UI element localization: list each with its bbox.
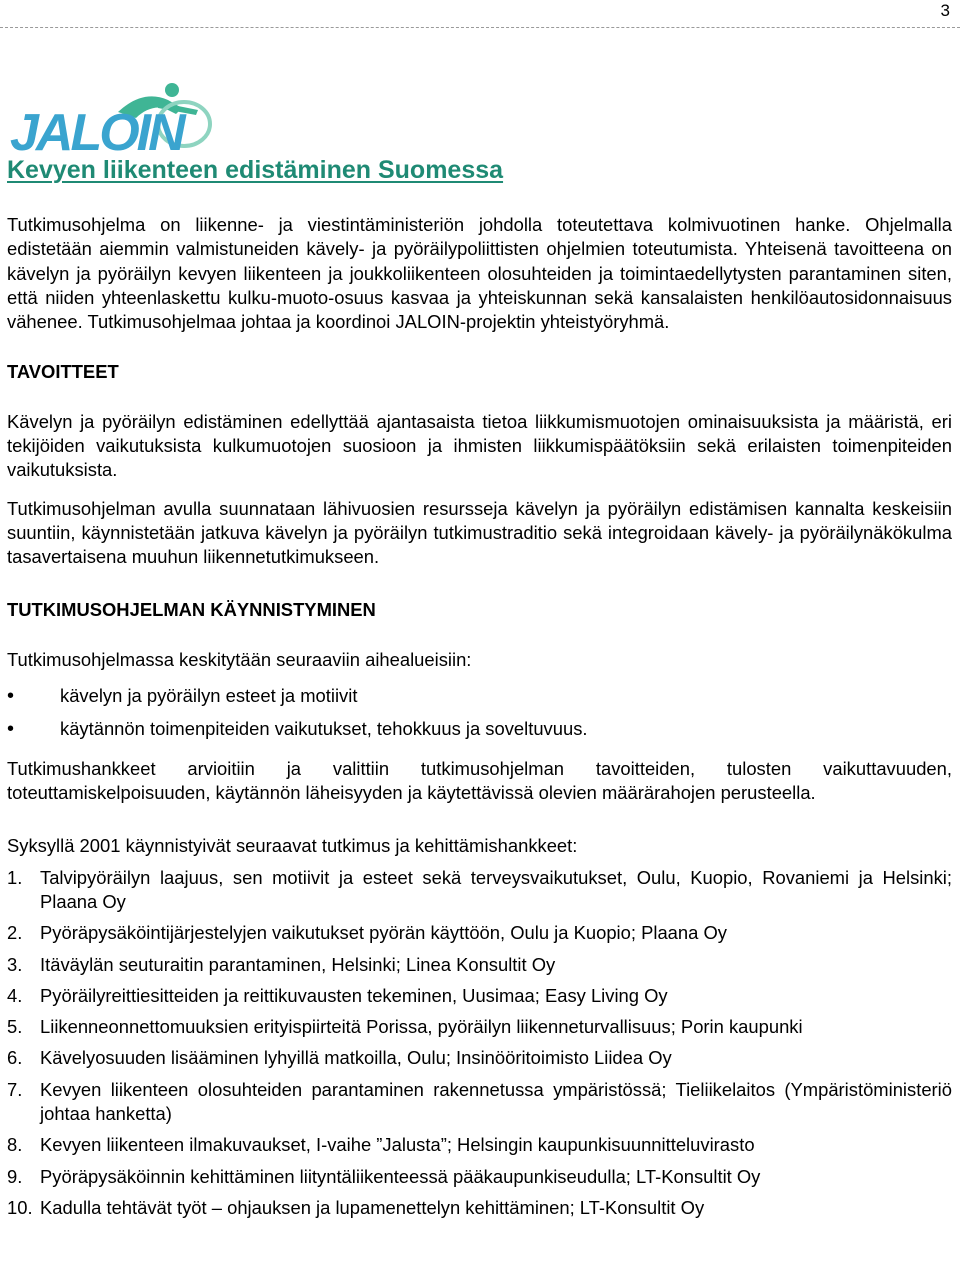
topics-intro: Tutkimusohjelmassa keskitytään seuraaviin aihealueisiin: bbox=[7, 648, 472, 670]
project-text: Itäväylän seuturaitin parantaminen, Helsinki; Linea Konsultit Oy bbox=[40, 953, 556, 975]
list-item bbox=[7, 1078, 952, 1127]
intro-paragraph: Tutkimusohjelma on liikenne- ja viestintäministeriön johdolla toteutettava kolmivuotinen hanke. Ohjelmalla edistetään aiemmin valmistuneiden kävely- ja pyöräilypoliittisten ohjelmien toteutumista. Yhteisenä tavoitteena on kävelyn ja pyöräilyn kevyen liikenteen ja joukkoliikenteen olosuhteiden ja toimintaedellytysten parantaminen siten, että niiden yhteenlaskettu kulku-muoto-osuus kasvaa ja yhteiskunnan sekä kansalaisten henkilöautosidonnaisuus vähenee. Tutkimusohjelmaa johtaa ja koordinoi JALOIN-projektin yhteistyöryhmä. bbox=[7, 214, 952, 333]
item-number: 8. bbox=[7, 1134, 23, 1156]
list-item bbox=[7, 866, 952, 915]
document-body bbox=[7, 213, 952, 1220]
launch-heading: TUTKIMUSOHJELMAN KÄYNNISTYMINEN bbox=[7, 598, 376, 620]
project-text: Pyöräpysäköinnin kehittäminen liityntäliikenteessä pääkaupunkiseudulla; LT-Konsultit Oy bbox=[40, 1165, 761, 1187]
header-divider bbox=[0, 27, 960, 28]
project-text: Kevyen liikenteen olosuhteiden parantaminen rakennetussa ympäristössä; Tieliikelaitos (Ympäristöministeriö johtaa hanketta) bbox=[40, 1078, 952, 1125]
list-item bbox=[7, 717, 952, 741]
topic-text: käytännön toimenpiteiden vaikutukset, tehokkuus ja soveltuvuus. bbox=[60, 718, 588, 740]
project-text: Pyöräilyreittiesitteiden ja reittikuvausten tekeminen, Uusimaa; Easy Living Oy bbox=[40, 984, 668, 1006]
goals-heading: TAVOITTEET bbox=[7, 361, 119, 383]
evaluation-paragraph: Tutkimushankkeet arvioitiin ja valittiin tutkimusohjelman tavoitteiden, tulosten vaikuttavuuden, toteuttamiskelpoisuuden, käytännön läheisyyden ja käytettävissä olevien määrärahojen perusteella. bbox=[7, 757, 952, 804]
projects-list bbox=[7, 866, 952, 1221]
logo-wordmark: JALOIN bbox=[10, 104, 183, 156]
page-title: Kevyen liikenteen edistäminen Suomessa bbox=[7, 156, 504, 184]
item-number: 4. bbox=[7, 984, 23, 1006]
list-item bbox=[7, 1196, 952, 1220]
project-text: Kevyen liikenteen ilmakuvaukset, I-vaihe ”Jalusta”; Helsingin kaupunkisuunnitteluvirasto bbox=[40, 1134, 755, 1156]
goals-paragraph-1: Kävelyn ja pyöräilyn edistäminen edellyttää ajantasaista tietoa liikkumismuotojen ominaisuuksista ja määristä, eri tekijöiden vaikutuksista kulkumuotojen suosioon ja ihmisten liikkumispäätöksiin sekä erilaisten toimenpiteiden vaikutuksista. bbox=[7, 410, 952, 481]
item-number: 10. bbox=[7, 1196, 33, 1218]
goals-paragraph-2: Tutkimusohjelman avulla suunnataan lähivuosien resursseja kävelyn ja pyöräilyn edistämisen kannalta keskeisiin suuntiin, käynnistetään jatkuva kävelyn ja pyöräilyn tutkimustraditio sekä integroidaan kävely- ja pyöräilynäkökulma tasavertaisena muuhun liikennetutkimukseen. bbox=[7, 497, 952, 568]
item-number: 1. bbox=[7, 866, 23, 888]
item-number: 7. bbox=[7, 1078, 23, 1100]
topics-list bbox=[7, 684, 952, 742]
project-text: Kävelyosuuden lisääminen lyhyillä matkoilla, Oulu; Insinööritoimisto Liidea Oy bbox=[40, 1047, 672, 1069]
projects-intro: Syksyllä 2001 käynnistyivät seuraavat tutkimus ja kehittämishankkeet: bbox=[7, 835, 578, 857]
item-number: 9. bbox=[7, 1165, 23, 1187]
item-number: 2. bbox=[7, 922, 23, 944]
item-number: 3. bbox=[7, 953, 23, 975]
topic-text: kävelyn ja pyöräilyn esteet ja motiivit bbox=[60, 685, 358, 707]
list-item bbox=[7, 984, 952, 1008]
project-text: Kadulla tehtävät työt – ohjauksen ja lupamenettelyn kehittäminen; LT-Konsultit Oy bbox=[40, 1196, 705, 1218]
list-item bbox=[7, 1046, 952, 1070]
project-text: Talvipyöräilyn laajuus, sen motiivit ja esteet sekä terveysvaikutukset, Oulu, Kuopio, Rovaniemi ja Helsinki; Plaana Oy bbox=[40, 866, 952, 912]
logo-cyclist-head bbox=[165, 83, 179, 97]
list-item bbox=[7, 1015, 952, 1039]
list-item bbox=[7, 1165, 952, 1189]
project-text: Liikenneonnettomuuksien erityispiirteitä Porissa, pyöräilyn liikenneturvallisuus; Porin kaupunki bbox=[40, 1016, 803, 1038]
jaloin-logo bbox=[8, 80, 222, 156]
list-item bbox=[7, 1133, 952, 1157]
list-item bbox=[7, 684, 952, 708]
project-text: Pyöräpysäköintijärjestelyjen vaikutukset pyörän käyttöön, Oulu ja Kuopio; Plaana Oy bbox=[40, 922, 727, 944]
list-item bbox=[7, 953, 952, 977]
item-number: 6. bbox=[7, 1047, 23, 1069]
page-number: 3 bbox=[940, 1, 950, 20]
list-item bbox=[7, 921, 952, 945]
item-number: 5. bbox=[7, 1016, 23, 1038]
